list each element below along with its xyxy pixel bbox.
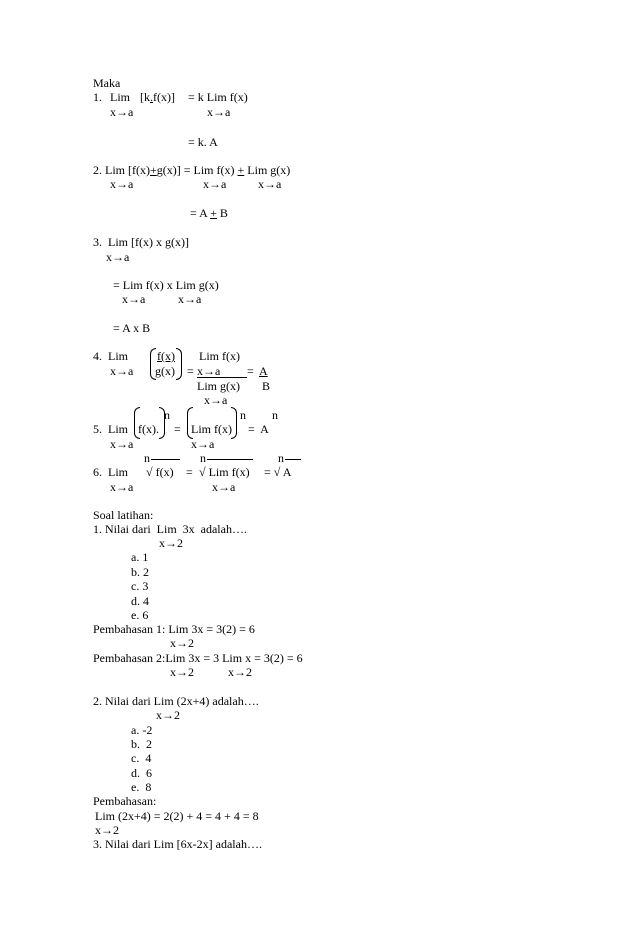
question-2-sub: x→2 (156, 708, 180, 722)
q2-option-d: d. 6 (131, 766, 152, 780)
exercise-title: Soal latihan: (93, 508, 154, 522)
p3-result: = A x B (113, 321, 151, 335)
p3-line: 3. Lim [f(x) x g(x)] (93, 235, 189, 249)
p4-eq2: = (247, 364, 254, 378)
p2-sub3: x→a (258, 177, 282, 191)
p4-A: A (259, 364, 268, 378)
p1-sub2: x→a (207, 105, 231, 119)
q1-option-c: c. 3 (131, 579, 149, 593)
p2-sub1: x→a (110, 177, 134, 191)
p5-sub2: x→a (191, 437, 215, 451)
p6-r1: √ f(x) (146, 465, 174, 479)
p5-eq: = (174, 422, 181, 436)
q2-option-b: b. 2 (131, 737, 152, 751)
question-2: 2. Nilai dari Lim (2x+4) adalah…. (93, 694, 259, 708)
q2-option-e: e. 8 (131, 780, 152, 794)
p1-lim: Lim (110, 90, 130, 104)
p2-line: 2. Lim [f(x)+g(x)] = Lim f(x) + Lim g(x) (93, 163, 291, 177)
p4-num: Lim f(x) (199, 349, 240, 363)
question-1-sub: x→2 (159, 536, 183, 550)
p4-f: f(x) (157, 349, 175, 363)
p5-exp-1: n (164, 408, 170, 422)
q2-option-a: a. -2 (131, 723, 153, 737)
p5-inner2: Lim f(x) (191, 422, 232, 436)
p4-head: 4. Lim (93, 349, 128, 363)
p5-exp-3: n (272, 408, 278, 422)
p6-n1: n (144, 451, 150, 465)
p5-eq2: = A (248, 422, 269, 436)
p5-inner: f(x). (138, 422, 159, 436)
q2-option-c: c. 4 (131, 751, 152, 765)
solution-1a-sub: x→2 (170, 636, 194, 650)
solution-1b-sub1: x→2 (170, 665, 194, 679)
p5-right-paren-2 (231, 407, 237, 439)
p4-right-paren (176, 348, 182, 380)
question-3: 3. Nilai dari Lim [6x-2x] adalah…. (93, 837, 262, 851)
p3-line2: = Lim f(x) x Lim g(x) (113, 278, 219, 292)
p4-eq: = (187, 364, 194, 378)
p4-mid: x→a (197, 364, 221, 378)
p4-den-sub: x→a (204, 393, 228, 407)
p6-root-bar-1 (151, 459, 180, 460)
p4-den: Lim g(x) (197, 379, 240, 393)
p6-sub2: x→a (212, 480, 236, 494)
p6-sub1: x→a (110, 480, 134, 494)
p6-n2: n (200, 451, 206, 465)
p5-head: 5. Lim (93, 422, 128, 436)
p1-result: = k. A (188, 135, 218, 149)
p4-B: B (262, 379, 271, 393)
p5-right-paren-1 (159, 407, 165, 439)
p1-expr: [k.f(x)] (140, 90, 175, 104)
p2-sub2: x→a (203, 177, 227, 191)
q1-option-a: a. 1 (131, 550, 149, 564)
intro-text: Maka (93, 76, 121, 90)
p1-eq: = k Lim f(x) (188, 90, 248, 104)
solution-2-line: Lim (2x+4) = 2(2) + 4 = 4 + 4 = 8 (95, 809, 259, 823)
p5-exp-2: n (240, 408, 246, 422)
p6-eq2: = √ A (264, 465, 292, 479)
solution-1a: Pembahasan 1: Lim 3x = 3(2) = 6 (93, 622, 255, 636)
q1-option-e: e. 6 (131, 608, 149, 622)
p4-g: g(x) (155, 364, 175, 378)
p1-num: 1. (93, 90, 102, 104)
p1-sub1: x→a (110, 105, 134, 119)
p6-root-bar-3 (285, 459, 301, 460)
p4-fraction-bar (197, 377, 247, 378)
p4-sub: x→a (110, 364, 134, 378)
question-1: 1. Nilai dari Lim 3x adalah…. (93, 522, 247, 536)
p6-root-bar-2 (207, 459, 253, 460)
q1-option-b: b. 2 (131, 565, 149, 579)
p2-result: = A + B (190, 206, 228, 220)
solution-1b-sub2: x→2 (228, 665, 252, 679)
p5-sub1: x→a (110, 437, 134, 451)
p3-sub2a: x→a (122, 292, 146, 306)
p6-n3: n (278, 451, 284, 465)
p3-sub: x→a (106, 250, 130, 264)
p6-head: 6. Lim (93, 465, 128, 479)
p6-eq: = (186, 465, 193, 479)
q1-option-d: d. 4 (131, 594, 149, 608)
solution-2-sub: x→2 (95, 823, 119, 837)
solution-2-title: Pembahasan: (93, 794, 157, 808)
p3-sub2b: x→a (178, 292, 202, 306)
p6-r2: √ Lim f(x) (199, 465, 250, 479)
solution-1b: Pembahasan 2:Lim 3x = 3 Lim x = 3(2) = 6 (93, 651, 303, 665)
